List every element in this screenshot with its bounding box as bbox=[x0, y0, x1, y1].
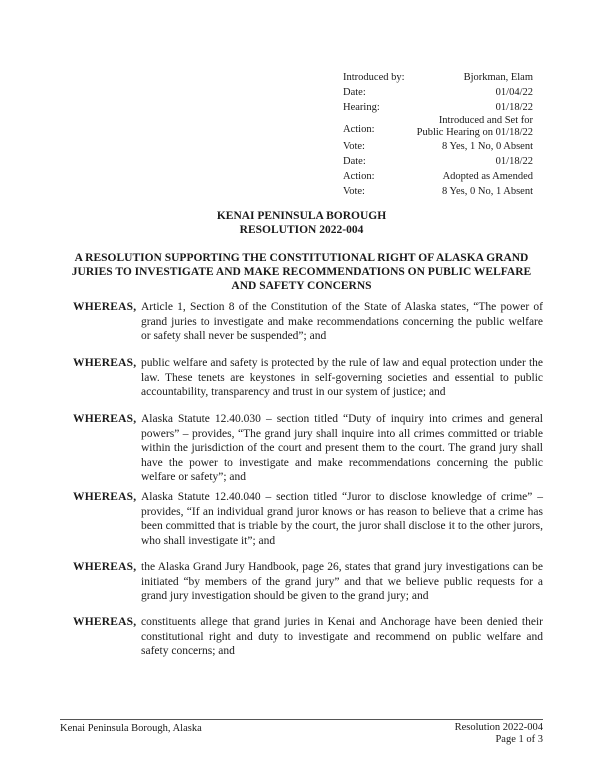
whereas-label: WHEREAS, bbox=[73, 357, 137, 369]
resolution-metadata bbox=[343, 70, 533, 199]
meta-value-line: Introduced and Set for bbox=[438, 115, 533, 126]
whereas-text: Alaska Statute 12.40.030 – section titled “Duty of inquiry into crimes and general powers” – provides, “The grand jury shall inquire into all crimes committed or triable within the jurisdiction of the court and present them to the court. The grand jury shall have the power to investigate and make recommendations concerning the public welfare or safety”; and bbox=[141, 413, 543, 483]
whereas-label: WHEREAS, bbox=[73, 413, 137, 425]
meta-label: Date: bbox=[343, 87, 366, 98]
whereas-clause bbox=[73, 300, 543, 344]
meta-value-line: Public Hearing on 01/18/22 bbox=[416, 127, 533, 138]
meta-label: Date: bbox=[343, 156, 366, 167]
whereas-clause bbox=[73, 615, 543, 659]
footer-page-number: Page 1 of 3 bbox=[495, 734, 543, 745]
footer-borough: Kenai Peninsula Borough, Alaska bbox=[60, 723, 202, 734]
whereas-text: constituents allege that grand juries in Kenai and Anchorage have been denied their constitutional right and duty to investigate and recommend on public welfare and safety concerns; and bbox=[141, 616, 543, 657]
meta-row-action bbox=[343, 115, 533, 139]
whereas-label: WHEREAS, bbox=[73, 561, 137, 573]
meta-label: Introduced by: bbox=[343, 72, 405, 83]
meta-value: 01/18/22 bbox=[495, 156, 533, 167]
document-title bbox=[0, 209, 603, 237]
whereas-clause bbox=[73, 490, 543, 548]
borough-name: KENAI PENINSULA BOROUGH bbox=[216, 210, 387, 222]
meta-value: 01/18/22 bbox=[495, 102, 533, 113]
meta-row-date bbox=[343, 85, 533, 100]
footer-page-info bbox=[455, 722, 543, 746]
whereas-clause bbox=[73, 356, 543, 400]
whereas-text: the Alaska Grand Jury Handbook, page 26, states that grand jury investigations can be initiated “by members of the grand jury” and that we believe public requests for a grand jury investigation should be given to the grand jury; and bbox=[141, 561, 543, 602]
meta-label: Hearing: bbox=[343, 102, 380, 113]
meta-value: 8 Yes, 1 No, 0 Absent bbox=[441, 141, 533, 152]
meta-label: Vote: bbox=[343, 186, 365, 197]
meta-row-hearing bbox=[343, 100, 533, 115]
meta-value: 01/04/22 bbox=[495, 87, 533, 98]
footer-divider bbox=[60, 719, 543, 720]
whereas-label: WHEREAS, bbox=[73, 616, 137, 628]
whereas-label: WHEREAS, bbox=[73, 491, 137, 503]
whereas-clause bbox=[73, 560, 543, 604]
meta-label: Vote: bbox=[343, 141, 365, 152]
meta-label: Action: bbox=[343, 171, 375, 182]
meta-row-vote bbox=[343, 139, 533, 154]
meta-value: 8 Yes, 0 No, 1 Absent bbox=[441, 186, 533, 197]
meta-label: Action: bbox=[343, 124, 375, 135]
resolution-subtitle: A RESOLUTION SUPPORTING THE CONSTITUTIONAL RIGHT OF ALASKA GRAND JURIES TO INVESTIGATE AND MAKE RECOMMENDATIONS ON PUBLIC WELFARE AND SAFETY CONCERNS bbox=[71, 252, 532, 292]
meta-row-vote bbox=[343, 184, 533, 199]
whereas-label: WHEREAS, bbox=[73, 301, 137, 313]
whereas-text: public welfare and safety is protected by the rule of law and equal protection under the law. These tenets are keystones in self-governing societies and essential to public accountability, transparency and trust in our system of justice; and bbox=[141, 357, 543, 398]
footer-resolution-number: Resolution 2022-004 bbox=[454, 722, 543, 733]
meta-row-date bbox=[343, 154, 533, 169]
whereas-clause bbox=[73, 412, 543, 485]
resolution-number: RESOLUTION 2022-004 bbox=[239, 224, 364, 236]
meta-value bbox=[417, 115, 533, 139]
meta-value: Bjorkman, Elam bbox=[463, 72, 533, 83]
meta-row-introduced-by bbox=[343, 70, 533, 85]
meta-value: Adopted as Amended bbox=[442, 171, 533, 182]
whereas-text: Alaska Statute 12.40.040 – section titled “Juror to disclose knowledge of crime” – provides, “If an individual grand juror knows or has reason to believe that a crime has been committed that is triable by the court, the juror shall disclose it to the other jurors, who shall investigate it”; and bbox=[141, 491, 543, 547]
meta-row-action bbox=[343, 169, 533, 184]
whereas-text: Article 1, Section 8 of the Constitution of the State of Alaska states, “The power of grand juries to investigate and make recommendations concerning the public welfare or safety shall never be suspended”; and bbox=[141, 301, 543, 342]
